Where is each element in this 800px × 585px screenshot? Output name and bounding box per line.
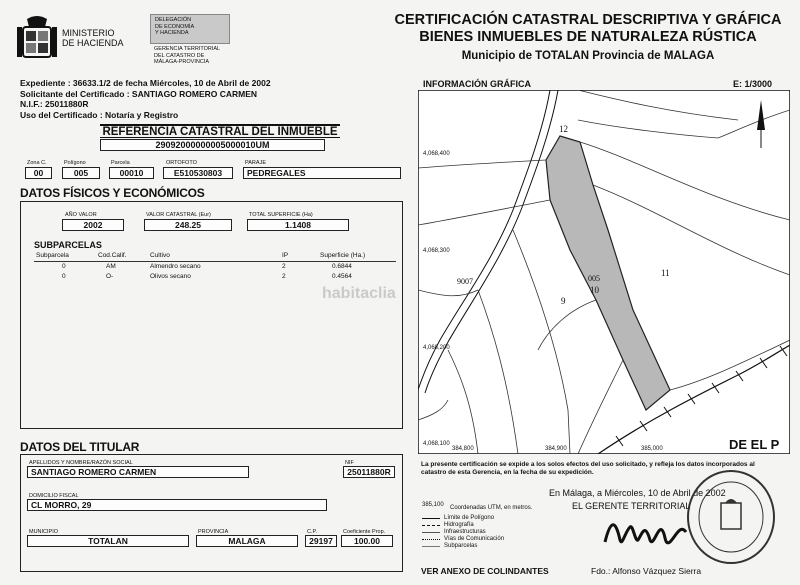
signature-icon <box>600 512 695 552</box>
nif-line: N.I.F.: 25011880R <box>20 99 89 109</box>
col-codcalif: Cod.Calif. <box>98 252 127 260</box>
legend-item: Hidrografía <box>422 522 542 529</box>
expediente: Expediente : 36633.1/2 de fecha Miércoles, 10 de Abril de 2002 <box>20 78 271 88</box>
signer-title: EL GERENTE TERRITORIAL <box>572 501 691 511</box>
valor-value: 248.25 <box>144 219 232 231</box>
solicitante: Solicitante del Certificado : SANTIAGO ROMERO CARMEN <box>20 88 258 99</box>
superficie-label: TOTAL SUPERFICIE (Ha) <box>249 212 313 218</box>
gerencia-block: GERENCIA TERRITORIAL DEL CATASTRO DE MÁLAGA-PROVINCIA <box>154 46 221 65</box>
legend-coord-text: Coordenadas UTM, en metros. <box>450 505 533 511</box>
signer-name: Fdo.: Alfonso Vázquez Sierra <box>591 566 702 576</box>
map-scale: E: 1/3000 <box>733 79 773 89</box>
cp-label: C.P. <box>307 529 317 535</box>
datos-fisicos-title: DATOS FÍSICOS Y ECONÓMICOS <box>20 186 205 200</box>
legend-swatch <box>422 518 440 519</box>
certificate-notice: La presente certificación se expide a los solos efectos del uso solicitado, y refleja los datos incorporados al catastro de esta Gerencia, en la fecha de su expedición. <box>421 461 755 476</box>
zona-label: Zona C. <box>27 160 47 166</box>
anio-value: 2002 <box>62 219 124 231</box>
delegation-block: DELEGACIÓN DE ECONOMÍA Y HACIENDA <box>150 14 230 44</box>
domicilio-value: CL MORRO, 29 <box>27 499 327 511</box>
nombre-value: SANTIAGO ROMERO CARMEN <box>27 466 249 478</box>
uso-line: Uso del Certificado : Notaría y Registro <box>20 109 179 120</box>
coord-x-label: 384,900 <box>545 446 567 452</box>
municipio-label: MUNICIPIO <box>29 529 59 535</box>
provincia-label: PROVINCIA <box>198 529 229 535</box>
valor-label: VALOR CATASTRAL (Eur) <box>146 212 211 218</box>
zona-value: 00 <box>25 167 52 179</box>
col-subparcela: Subparcela <box>36 252 69 260</box>
map-legend <box>422 515 542 550</box>
paraje-label: PARAJE <box>245 160 266 166</box>
ortofoto-value: E510530803 <box>163 167 233 179</box>
subparcelas-title: SUBPARCELAS <box>34 240 102 250</box>
parcel-label-12: 12 <box>559 124 568 134</box>
legend-item: Vías de Comunicación <box>422 536 542 543</box>
poligono-value: 005 <box>62 167 100 179</box>
ortofoto-label: ORTOFOTO <box>166 160 197 166</box>
place-date: En Málaga, a Miércoles, 10 de Abril de 2002 <box>549 488 726 498</box>
col-ip: IP <box>282 252 289 260</box>
anio-label: AÑO VALOR <box>65 212 97 218</box>
legend-swatch <box>422 525 440 526</box>
legend-coord-label: 385,100 <box>422 502 444 508</box>
superficie-value: 1.1408 <box>247 219 349 231</box>
parcela-value: 00010 <box>109 167 154 179</box>
legend-item: Infraestructuras <box>422 529 542 536</box>
legend-item: Límite de Polígono <box>422 515 542 522</box>
legend-swatch <box>422 532 440 533</box>
coef-label: Coeficiente Prop. <box>343 529 386 535</box>
referencia-value: 29092000000005000010UM <box>100 139 325 151</box>
domicilio-label: DOMICILIO FISCAL <box>29 493 79 499</box>
map-cut-text: DE EL P <box>729 437 780 452</box>
coord-y-label: 4,068,100 <box>423 441 450 447</box>
nif-label: NIF <box>345 460 354 466</box>
cp-value: 29197 <box>305 535 337 547</box>
parcel-label-10: 10 <box>590 285 599 295</box>
coord-x-label: 384,800 <box>452 446 474 452</box>
legend-swatch <box>422 539 440 540</box>
parcel-label-005: 005 <box>588 274 600 283</box>
annex-link[interactable]: VER ANEXO DE COLINDANTES <box>421 566 549 576</box>
col-superficie: Superficie (Ha.) <box>320 252 366 260</box>
municipio-value: TOTALAN <box>27 535 189 547</box>
parcela-label: Parcela <box>111 160 130 166</box>
municipality-line: Municipio de TOTALAN Provincia de MALAGA <box>461 50 715 62</box>
col-cultivo: Cultivo <box>150 252 170 260</box>
titular-title: DATOS DEL TITULAR <box>20 440 140 454</box>
map-title: INFORMACIÓN GRÁFICA <box>423 79 531 89</box>
provincia-value: MALAGA <box>196 535 298 547</box>
certificate-title-line1: CERTIFICACIÓN CATASTRAL DESCRIPTIVA Y GRÁFICA <box>394 12 782 28</box>
coat-of-arms-icon <box>15 15 59 63</box>
coef-value: 100.00 <box>341 535 393 547</box>
nombre-label: APELLIDOS Y NOMBRE/RAZÓN SOCIAL <box>29 460 133 466</box>
file-info <box>20 78 271 120</box>
table-row: 0 O- Olivos secano 2 0.4564 <box>62 272 352 280</box>
ministry-name: MINISTERIO DE HACIENDA <box>62 28 124 48</box>
parcel-label-9: 9 <box>561 296 566 306</box>
paraje-value: PEDREGALES <box>243 167 401 179</box>
coord-y-label: 4,068,300 <box>423 248 450 254</box>
subparcelas-table <box>34 251 396 281</box>
coord-y-label: 4,068,400 <box>423 151 450 157</box>
subparcelas-header-row <box>34 251 396 261</box>
parcel-label-11: 11 <box>661 268 670 278</box>
nif-value: 25011880R <box>343 466 395 478</box>
legend-item: Subparcelas <box>422 543 542 550</box>
cadastral-map <box>418 90 790 454</box>
watermark: habitaclia <box>322 285 396 302</box>
legend-swatch <box>422 546 440 547</box>
coord-x-label: 385,000 <box>641 446 663 452</box>
parcel-label-9007: 9007 <box>457 277 473 286</box>
referencia-title: REFERENCIA CATASTRAL DEL INMUEBLE <box>100 124 340 138</box>
datos-fisicos-frame <box>20 201 403 429</box>
table-row: 0 AM Almendro secano 2 0.6844 <box>62 262 352 270</box>
poligono-label: Polígono <box>64 160 86 166</box>
official-stamp-icon <box>685 467 777 567</box>
certificate-title-line2: BIENES INMUEBLES DE NATURALEZA RÚSTICA <box>419 29 757 45</box>
coord-y-label: 4,068,200 <box>423 345 450 351</box>
